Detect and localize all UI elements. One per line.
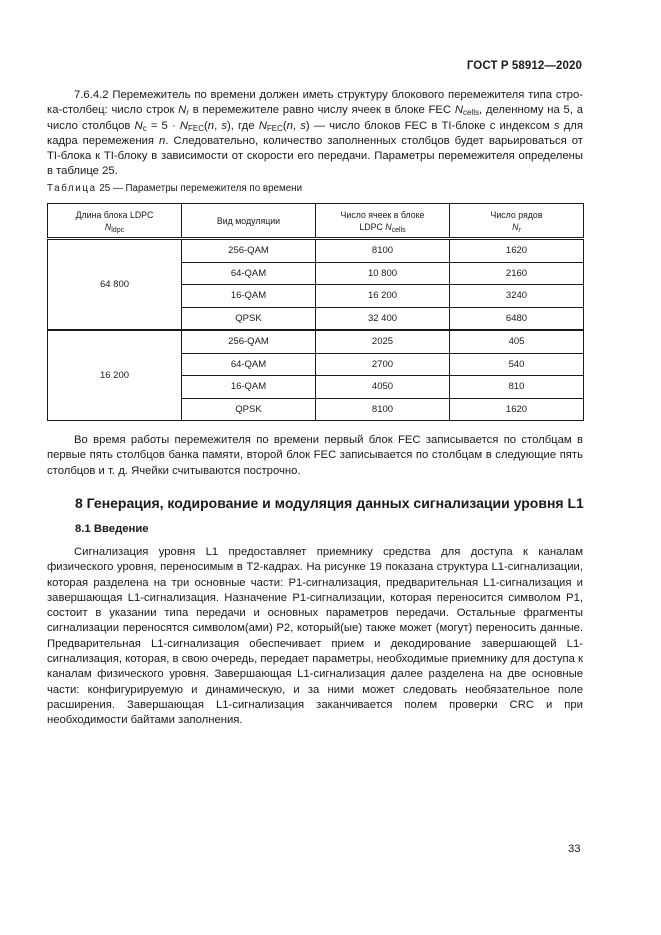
rows-cell: 6480 [450, 307, 584, 330]
rows-cell: 405 [450, 330, 584, 353]
table-caption: Таблица 25 — Параметры перемежителя по времени [47, 183, 303, 194]
page-number: 33 [568, 843, 581, 855]
rows-cell: 1620 [450, 239, 584, 263]
block-length-cell: 64 800 [48, 239, 182, 331]
cells-cell: 4050 [316, 376, 450, 399]
cells-cell: 8100 [316, 398, 450, 421]
modulation-cell: 256-QAM [182, 239, 316, 263]
rows-cell: 540 [450, 353, 584, 376]
modulation-cell: 16-QAM [182, 376, 316, 399]
modulation-cell: 64-QAM [182, 353, 316, 376]
modulation-cell: QPSK [182, 307, 316, 330]
rows-cell: 2160 [450, 262, 584, 285]
block-length-cell: 16 200 [48, 330, 182, 421]
cells-cell: 2700 [316, 353, 450, 376]
modulation-cell: 64-QAM [182, 262, 316, 285]
standard-id: ГОСТ Р 58912—2020 [466, 60, 582, 72]
rows-cell: 3240 [450, 285, 584, 308]
section-8-title: 8 Генерация, кодирование и модуляция данных сигнализации уровня L1 [75, 495, 584, 511]
table-row [48, 239, 584, 263]
paragraph-7-6-4-2: 7.6.4.2 Перемежитель по времени должен иметь структуру блокового перемежителя типа стро-ка-столбец: число строк $N_r$ в перемежителе равно числу ячеек в блоке FEC $N_{cells}$, деленному на 5, а число столбцов $N_c = 5 \cdot N_{FEC}(n$, s), где $N_{FEC}(n$, s) — число блоков FEC в TI-блоке с индексом s для кадра перемежения n. Следовательно, количество заполненных столбцов будет варьироваться от TI-блока к TI-блоку в зависимости от скорости его передачи. Параметры перемежителя определены в таблице 25. [47, 89, 584, 178]
cells-cell: 8100 [316, 239, 450, 263]
rows-cell: 1620 [450, 398, 584, 421]
paragraph-8-1-body: Сигнализация уровня L1 предоставляет приемнику средства для доступа к каналам физического уровня, переносимым в Т2-кадрах. На рисунке 19 показана структура L1-сигнализации, которая разделена на три основные части: Р1-сигнализация, предварительная L1-сигнализация и завершающая L1-сигнализация. Назначение Р1-сигнализации, которая переносится символом Р1, состоит в указании типа передачи и основных параметров передачи. Остальные фрагменты сигнализации переносятся символом(ами) Р2, который(ые) также может (могут) переносить данные. Предварительная L1-сигнализация обеспечивает прием и декодирование завершающей L1-сигнализация, которая, в свою очередь, передает параметры, необходимые приемнику для доступа к каналам физического уровня. Завершающая L1-сигнализация далее разделена на две основные части: конфигурируемую и динамическую, и за ними может следовать необязательное поле расширения. Завершающая L1-сигнализация заканчивается полем проверки CRC и при необходимости байтами заполнения. [47, 546, 583, 727]
subsection-8-1-title: 8.1 Введение [75, 523, 149, 535]
cells-cell: 10 800 [316, 262, 450, 285]
header-rows: Число рядов $N_r$ [450, 204, 584, 239]
modulation-cell: 16-QAM [182, 285, 316, 308]
paragraph-after-table: Во время работы перемежителя по времени первый блок FEC записывается по столбцам в первые пять столбцов банка памяти, второй блок FEC записывается по столбцам в следующие пять столбцов и т. д. Ячейки считываются построчно. [47, 434, 583, 477]
cells-cell: 16 200 [316, 285, 450, 308]
table-header-row [48, 204, 584, 239]
cells-cell: 2025 [316, 330, 450, 353]
table-row [48, 330, 584, 353]
interleaver-parameters-table [47, 203, 584, 421]
header-cells: Число ячеек в блоке LDPC $N_{cells}$ [316, 204, 450, 239]
header-modulation: Вид модуляции [182, 204, 316, 239]
modulation-cell: 256-QAM [182, 330, 316, 353]
header-block-length: Длина блока LDPC $N_{ldpc}$ [48, 204, 182, 239]
cells-cell: 32 400 [316, 307, 450, 330]
modulation-cell: QPSK [182, 398, 316, 421]
rows-cell: 810 [450, 376, 584, 399]
